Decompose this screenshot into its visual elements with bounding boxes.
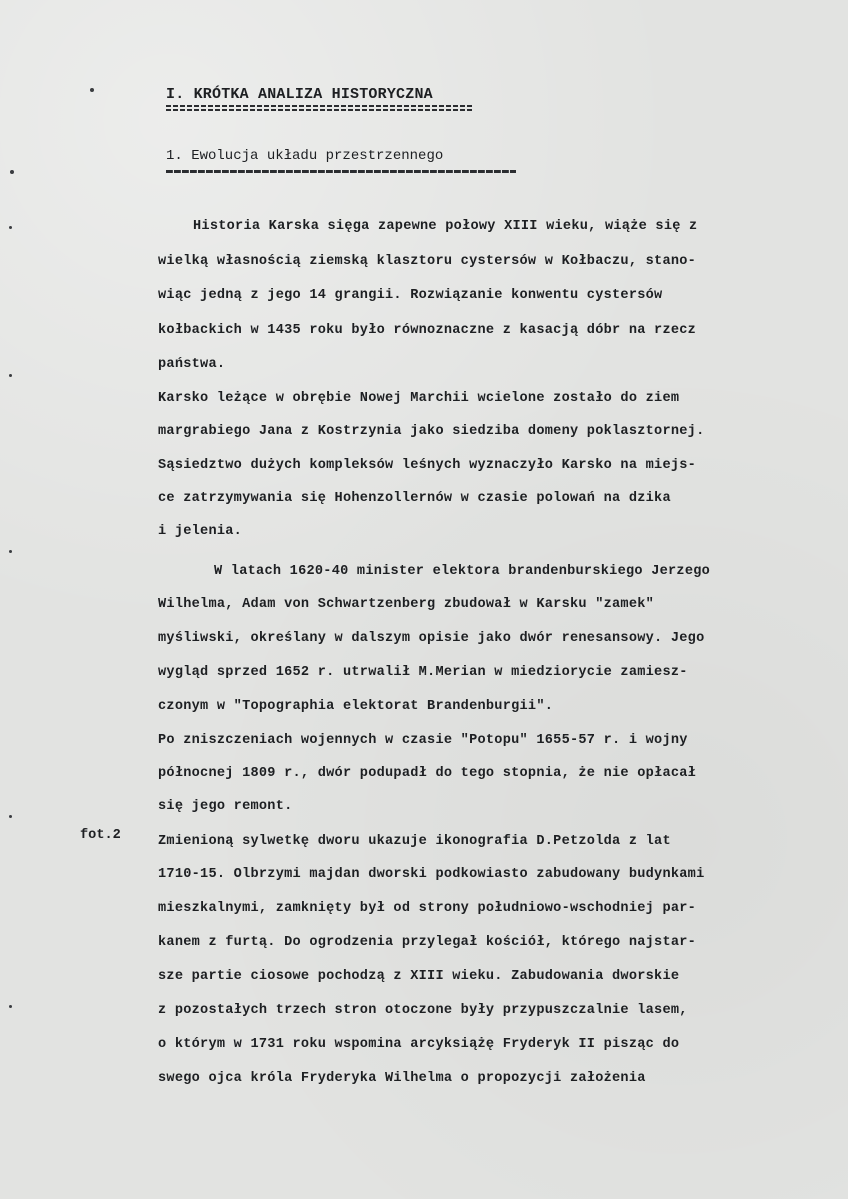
- text-line: wiąc jedną z jego 14 grangii. Rozwiązanie konwentu cystersów: [158, 288, 663, 303]
- text-line: mieszkalnymi, zamknięty był od strony południowo-wschodniej par-: [158, 901, 697, 916]
- text-line: margrabiego Jana z Kostrzynia jako siedziba domeny poklasztornej.: [158, 424, 705, 439]
- text-line: czonym w "Topographia elektorat Brandenburgii".: [158, 699, 554, 714]
- document-heading: I. KRÓTKA ANALIZA HISTORYCZNA: [166, 86, 433, 103]
- text-line: sze partie ciosowe pochodzą z XIII wieku. Zabudowania dworskie: [158, 969, 680, 984]
- text-line: Wilhelma, Adam von Schwartzenberg zbudował w Karsku "zamek": [158, 597, 655, 612]
- text-line: Karsko leżące w obrębie Nowej Marchii wcielone zostało do ziem: [158, 391, 680, 406]
- text-line: Sąsiedztwo dużych kompleksów leśnych wyznaczyło Karsko na miejs-: [158, 458, 697, 473]
- margin-dot: [9, 1005, 12, 1008]
- text-line: Historia Karska sięga zapewne połowy XIII wieku, wiąże się z: [193, 219, 698, 234]
- text-line: z pozostałych trzech stron otoczone były przypuszczalnie lasem,: [158, 1003, 688, 1018]
- margin-dot: [9, 226, 12, 229]
- text-line: się jego remont.: [158, 799, 293, 814]
- heading-double-underline: [166, 103, 474, 113]
- text-line: kołbackich w 1435 roku było równoznaczne z kasacją dóbr na rzecz: [158, 323, 697, 338]
- text-line: myśliwski, określany w dalszym opisie jako dwór renesansowy. Jego: [158, 631, 705, 646]
- text-line: i jelenia.: [158, 524, 243, 539]
- text-line: kanem z furtą. Do ogrodzenia przylegał kościół, którego najstar-: [158, 935, 697, 950]
- text-line: Zmienioną sylwetkę dworu ukazuje ikonografia D.Petzolda z lat: [158, 834, 671, 849]
- text-line: ce zatrzymywania się Hohenzollernów w czasie polowań na dzika: [158, 491, 671, 506]
- section-subheading: 1. Ewolucja układu przestrzennego: [166, 148, 444, 164]
- text-line: Po zniszczeniach wojennych w czasie "Potopu" 1655-57 r. i wojny: [158, 733, 688, 748]
- margin-dot: [10, 170, 14, 174]
- text-line: 1710-15. Olbrzymi majdan dworski podkowiasto zabudowany budynkami: [158, 867, 705, 882]
- margin-dot: [9, 550, 12, 553]
- text-line: północnej 1809 r., dwór podupadł do tego stopnia, że nie opłacał: [158, 766, 697, 781]
- text-line: państwa.: [158, 357, 226, 372]
- subheading-underline: [166, 170, 516, 173]
- margin-photo-reference: fot.2: [80, 828, 121, 843]
- text-line: wygląd sprzed 1652 r. utrwalił M.Merian w miedziorycie zamiesz-: [158, 665, 688, 680]
- text-line: W latach 1620-40 minister elektora brandenburskiego Jerzego: [214, 564, 711, 579]
- margin-dot: [9, 374, 12, 377]
- text-line: o którym w 1731 roku wspomina arcyksiążę Fryderyk II pisząc do: [158, 1037, 680, 1052]
- text-line: wielką własnością ziemską klasztoru cystersów w Kołbaczu, stano-: [158, 254, 697, 269]
- margin-dot: [90, 88, 94, 92]
- text-line: swego ojca króla Fryderyka Wilhelma o propozycji założenia: [158, 1071, 646, 1086]
- margin-dot: [9, 815, 12, 818]
